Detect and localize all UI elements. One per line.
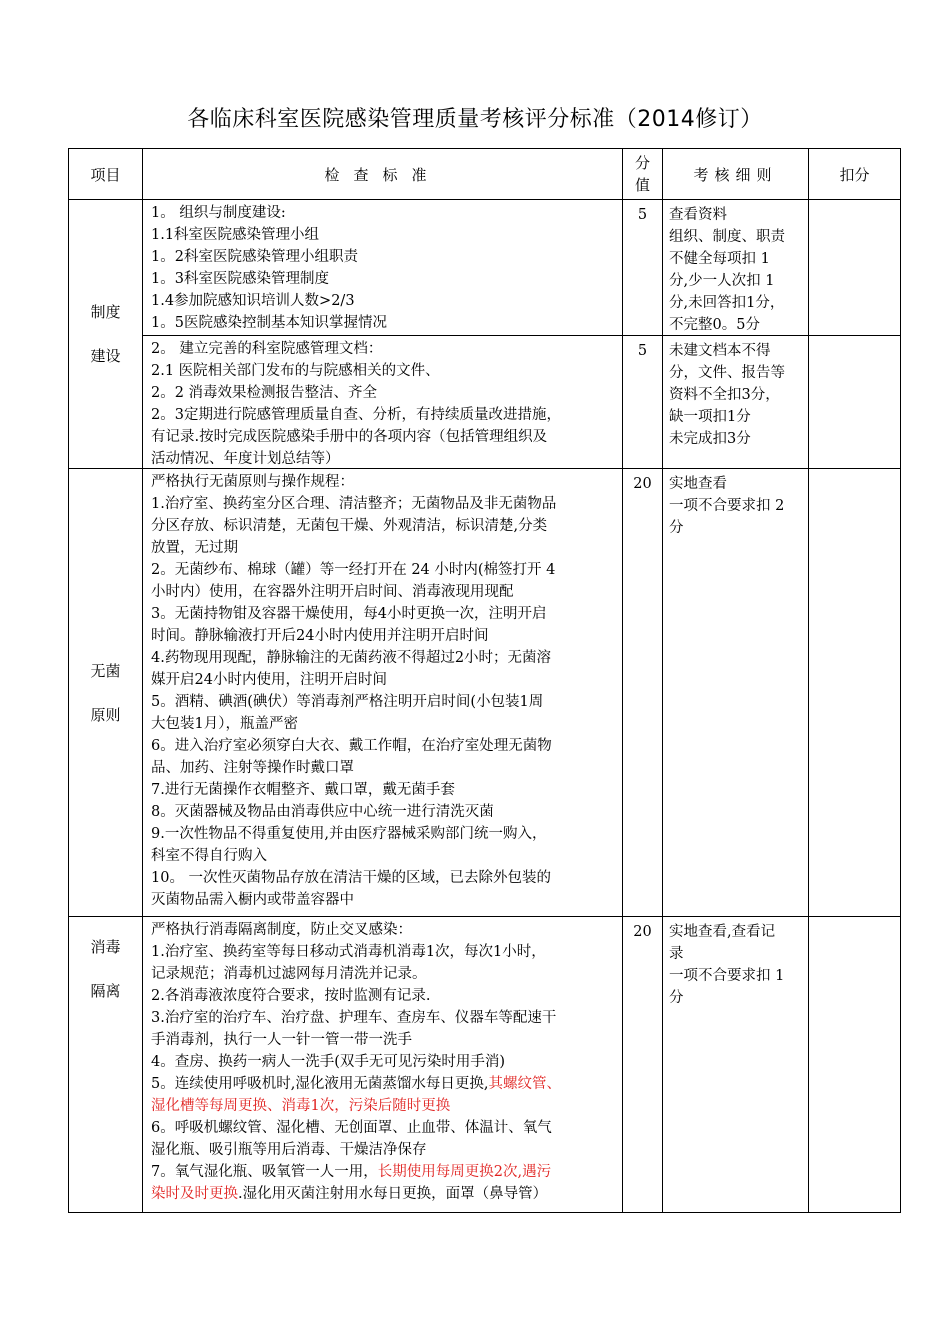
category-line: 消毒 xyxy=(90,938,121,956)
rule-line: 未完成扣3分 xyxy=(669,431,751,447)
standard-line: 2。 建立完善的科室院感管理文档： xyxy=(151,341,383,357)
score-value: 5 xyxy=(623,200,663,336)
standard-line: 分区存放、标识清楚，无菌包干燥、外观清洁，标识清楚,分类 xyxy=(151,518,548,534)
header-standard: 检查标准 xyxy=(143,149,623,200)
standard-line: 严格执行消毒隔离制度，防止交叉感染： xyxy=(151,922,412,938)
header-rule: 考核细则 xyxy=(663,149,809,200)
score-value: 5 xyxy=(623,336,663,469)
rule-line: 查看资料 xyxy=(669,207,727,223)
category-line: 建设 xyxy=(90,347,121,365)
category-disinfection xyxy=(69,917,143,1213)
header-row xyxy=(69,149,901,200)
standard-line: 1。 组织与制度建设: xyxy=(151,205,286,221)
standard-line: 严格执行无菌原则与操作规程： xyxy=(151,474,354,490)
standard-line: 大包装1月），瓶盖严密 xyxy=(151,716,298,732)
table-row xyxy=(69,917,901,1213)
score-value: 20 xyxy=(623,917,663,1213)
header-score xyxy=(623,149,663,200)
standard-line: 记录规范；消毒机过滤网每月清洗并记录。 xyxy=(151,966,427,982)
highlight-text: 湿化槽等每周更换、消毒1次，污染后随时更换 xyxy=(151,1098,451,1114)
rule-line: 资料不全扣3分， xyxy=(669,387,780,403)
rule-line: 一项不合要求扣 2 xyxy=(669,498,785,514)
standard-line xyxy=(151,1095,616,1117)
standard-line xyxy=(151,1183,616,1205)
rule-line: 不健全每项扣 1 xyxy=(669,251,770,267)
standard-text: 7。氧气湿化瓶、吸氧管一人一用， xyxy=(151,1164,378,1180)
standard-line: 1。5医院感染控制基本知识掌握情况 xyxy=(151,315,387,331)
standard-line: 4.药物现用现配，静脉输注的无菌药液不得超过2小时；无菌溶 xyxy=(151,650,552,666)
standard-line: 6。呼吸机螺纹管、湿化槽、无创面罩、止血带、体温计、氧气 xyxy=(151,1120,552,1136)
standard-line: 10。 一次性灭菌物品存放在清洁干燥的区域，已去除外包装的 xyxy=(151,870,552,886)
assessment-table xyxy=(68,148,901,1213)
header-deduct: 扣分 xyxy=(809,149,901,200)
standard-cell xyxy=(143,200,623,336)
standard-line: 2。无菌纱布、棉球（罐）等一经打开在 24 小时内(棉签打开 4 xyxy=(151,562,556,578)
category-line: 制度 xyxy=(90,303,121,321)
standard-line: 活动情况、年度计划总结等） xyxy=(151,451,340,467)
rule-line: 录 xyxy=(669,946,684,962)
standard-line: 小时内）使用，在容器外注明开启时间、消毒液现用现配 xyxy=(151,584,514,600)
standard-line: 1.治疗室、换药室分区合理、清洁整齐；无菌物品及非无菌物品 xyxy=(151,496,557,512)
standard-line: 手消毒剂，执行一人一针一管一带一洗手 xyxy=(151,1032,412,1048)
standard-cell xyxy=(143,469,623,917)
standard-line: 有记录.按时完成医院感染手册中的各项内容（包括管理组织及 xyxy=(151,429,548,445)
standard-line: 3.治疗室的治疗车、治疗盘、护理车、查房车、仪器车等配速干 xyxy=(151,1010,557,1026)
standard-line xyxy=(151,1073,616,1095)
standard-line: 灭菌物品需入橱内或带盖容器中 xyxy=(151,892,354,908)
standard-cell xyxy=(143,336,623,469)
standard-line: 2。2 消毒效果检测报告整洁、齐全 xyxy=(151,385,378,401)
standard-line xyxy=(151,1161,616,1183)
standard-line: 4。查房、换药一病人一洗手(双手无可见污染时用手消) xyxy=(151,1054,506,1070)
standard-text: .湿化用灭菌注射用水每日更换，面罩（鼻导管） xyxy=(238,1186,548,1202)
rule-line: 分 xyxy=(669,990,684,1006)
rule-line: 分,少一人次扣 1 xyxy=(669,273,775,289)
standard-line: 8。灭菌器械及物品由消毒供应中心统一进行清洗灭菌 xyxy=(151,804,494,820)
standard-line: 7.进行无菌操作衣帽整齐、戴口罩，戴无菌手套 xyxy=(151,782,455,798)
rule-line: 分，文件、报告等 xyxy=(669,365,785,381)
table-row xyxy=(69,469,901,917)
rule-line: 一项不合要求扣 1 xyxy=(669,968,785,984)
standard-line: 2.各消毒液浓度符合要求，按时监测有记录. xyxy=(151,988,431,1004)
rule-line: 分,未回答扣1分， xyxy=(669,295,785,311)
standard-line: 媒开启24小时内使用，注明开启时间 xyxy=(151,672,387,688)
rule-cell xyxy=(663,200,809,336)
rule-line: 实地查看 xyxy=(669,476,727,492)
standard-line: 1。2科室医院感染管理小组职责 xyxy=(151,249,358,265)
category-line: 隔离 xyxy=(90,982,121,1000)
standard-line: 2.1 医院相关部门发布的与院感相关的文件、 xyxy=(151,363,440,379)
table-row xyxy=(69,336,901,469)
rule-line: 缺一项扣1分 xyxy=(669,409,751,425)
standard-line: 1.1科室医院感染管理小组 xyxy=(151,227,320,243)
standard-line: 品、加药、注射等操作时戴口罩 xyxy=(151,760,354,776)
rule-cell xyxy=(663,917,809,1213)
category-aseptic xyxy=(69,469,143,917)
table-row xyxy=(69,200,901,336)
standard-line: 9.一次性物品不得重复使用,并由医疗器械采购部门统一购入， xyxy=(151,826,547,842)
category-system xyxy=(69,200,143,469)
category-line: 无菌 xyxy=(90,661,121,680)
standard-line: 科室不得自行购入 xyxy=(151,848,267,864)
standard-line: 3。无菌持物钳及容器干燥使用，每4小时更换一次，注明开启 xyxy=(151,606,547,622)
standard-line: 5。酒精、碘酒(碘伏）等消毒剂严格注明开启时间(小包装1周 xyxy=(151,694,544,710)
deduct-cell xyxy=(809,336,901,469)
category-line: 原则 xyxy=(90,705,121,724)
rule-cell xyxy=(663,336,809,469)
header-score-text: 分值 xyxy=(634,154,650,194)
standard-line: 1.治疗室、换药室等每日移动式消毒机消毒1次，每次1小时， xyxy=(151,944,546,960)
rule-line: 不完整0。5分 xyxy=(669,317,760,332)
standard-text: 5。连续使用呼吸机时,湿化液用无菌蒸馏水每日更换, xyxy=(151,1076,489,1092)
header-item: 项目 xyxy=(69,149,143,200)
standard-cell xyxy=(143,917,623,1213)
rule-line: 实地查看,查看记 xyxy=(669,924,776,940)
standard-line: 2。3定期进行院感管理质量自查、分析，有持续质量改进措施， xyxy=(151,407,561,423)
page-title: 各临床科室医院感染管理质量考核评分标准（2014修订） xyxy=(187,107,763,132)
highlight-text: 染时及时更换 xyxy=(151,1186,238,1202)
deduct-cell xyxy=(809,200,901,336)
standard-line: 1.4参加院感知识培训人数>2/3 xyxy=(151,293,355,309)
standard-line: 放置，无过期 xyxy=(151,540,238,556)
standard-line: 时间。静脉输液打开后24小时内使用并注明开启时间 xyxy=(151,628,489,644)
deduct-cell xyxy=(809,917,901,1213)
rule-cell xyxy=(663,469,809,917)
deduct-cell xyxy=(809,469,901,917)
rule-line: 未建文档本不得 xyxy=(669,343,771,359)
highlight-text: 其螺纹管、 xyxy=(488,1076,561,1092)
standard-line: 1。3科室医院感染管理制度 xyxy=(151,271,329,287)
score-value: 20 xyxy=(623,469,663,917)
rule-line: 组织、制度、职责 xyxy=(669,229,785,245)
rule-line: 分 xyxy=(669,520,684,536)
standard-line: 6。进入治疗室必须穿白大衣、戴工作帽，在治疗室处理无菌物 xyxy=(151,738,552,754)
highlight-text: 长期使用每周更换2次,遇污 xyxy=(377,1164,552,1180)
standard-line: 湿化瓶、吸引瓶等用后消毒、干燥洁净保存 xyxy=(151,1142,427,1158)
